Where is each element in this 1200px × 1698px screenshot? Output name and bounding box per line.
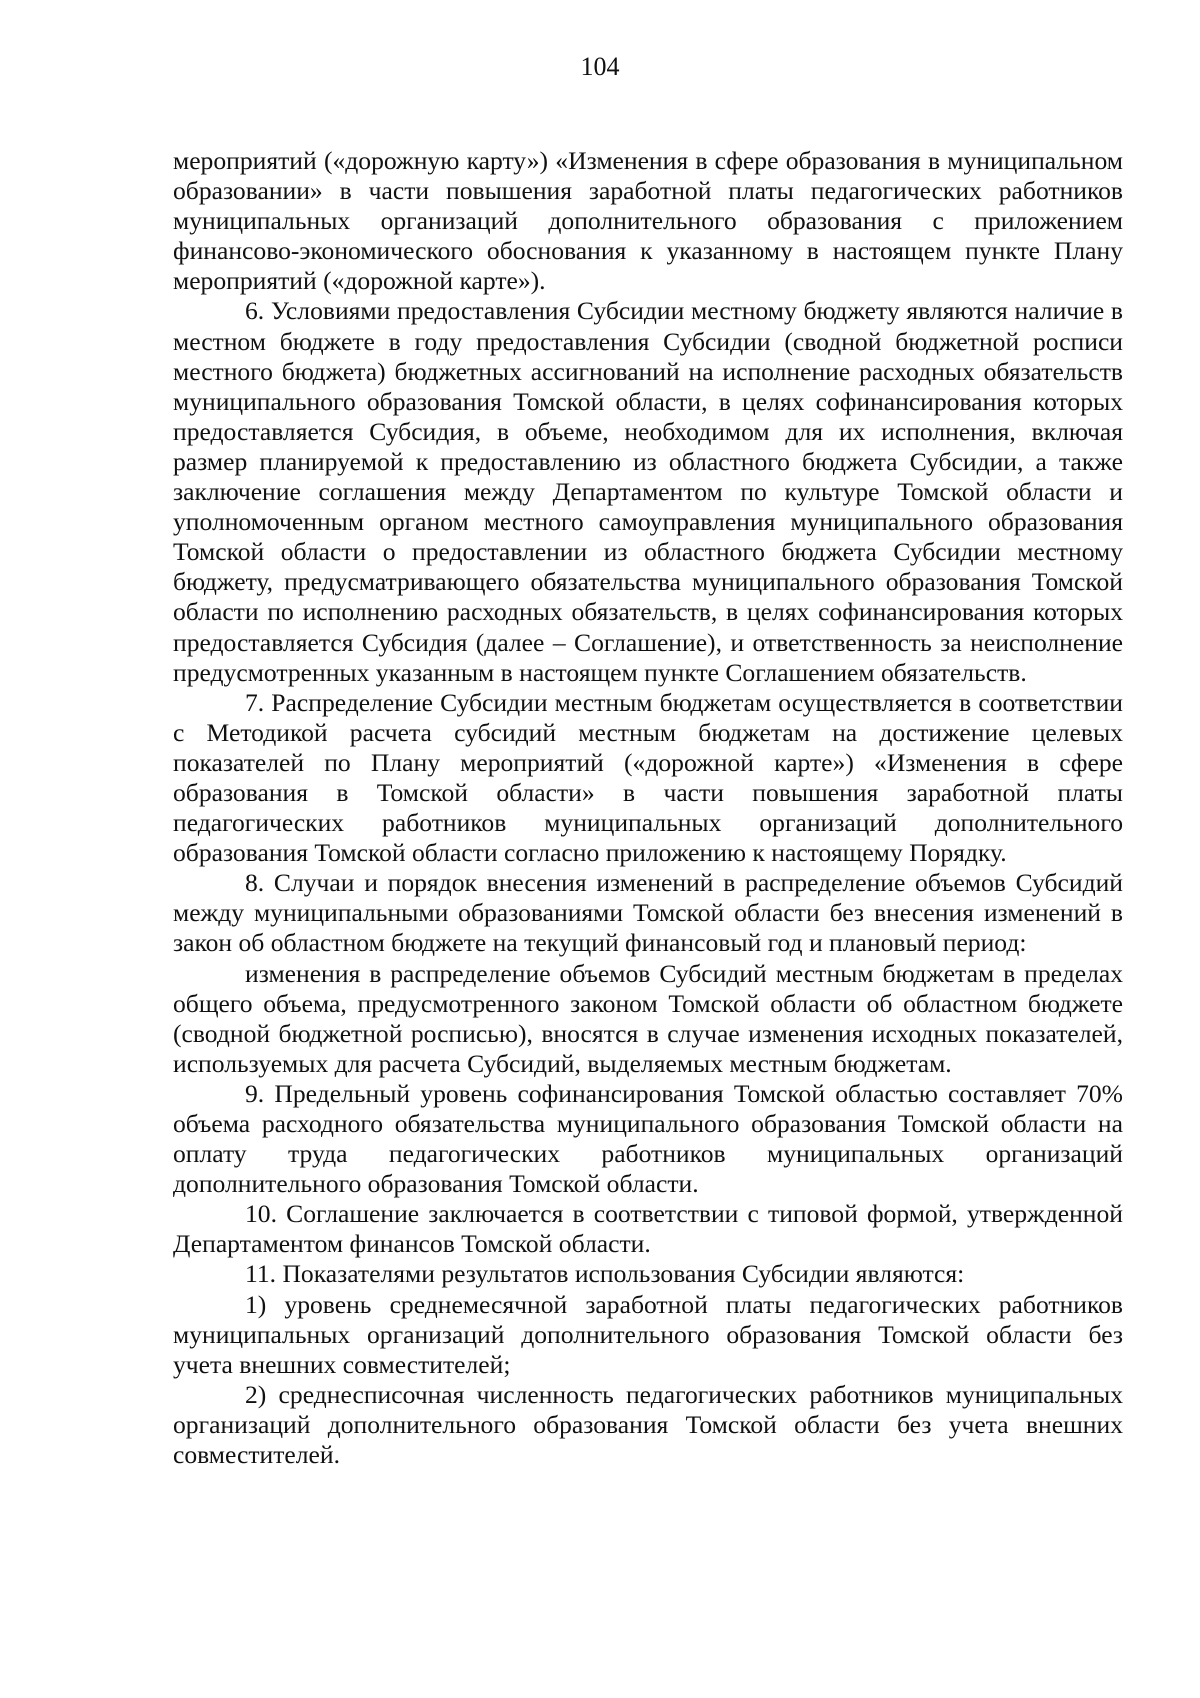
paragraph-item-11-point-2: 2) среднесписочная численность педагогических работников муниципальных организаций дополнительного образования Томской области без учета внешних совместителей.	[173, 1379, 1123, 1470]
paragraph-item-8-detail: изменения в распределение объемов Субсидий местным бюджетам в пределах общего объема, предусмотренного законом Томской области об областном бюджете (сводной бюджетной росписью), вносятся в случае изменения исходных показателей, используемых для расчета Субсидий, выделяемых местным бюджетам.	[173, 958, 1123, 1078]
document-body	[173, 146, 1123, 1470]
paragraph-item-11: 11. Показателями результатов использования Субсидии являются:	[245, 1259, 965, 1289]
paragraph-item-7: 7. Распределение Субсидии местным бюджетам осуществляется в соответствии с Методикой расчета субсидий местным бюджетам на достижение целевых показателей по Плану мероприятий («дорожной карте») «Изменения в сфере образования в Томской области» в части повышения заработной платы педагогических работников муниципальных организаций дополнительного образования Томской области согласно приложению к настоящему Порядку.	[173, 687, 1123, 868]
paragraph-item-10: 10. Соглашение заключается в соответствии с типовой формой, утвержденной Департаментом финансов Томской области.	[173, 1199, 1123, 1259]
page-number: 104	[580, 52, 620, 81]
paragraph-item-11-point-1: 1) уровень среднемесячной заработной платы педагогических работников муниципальных организаций дополнительного образования Томской области без учета внешних совместителей;	[173, 1289, 1123, 1379]
paragraph-item-8: 8. Случаи и порядок внесения изменений в распределение объемов Субсидий между муниципальными образованиями Томской области без внесения изменений в закон об областном бюджете на текущий финансовый год и плановый период:	[173, 868, 1123, 958]
paragraph-item-9: 9. Предельный уровень софинансирования Томской областью составляет 70% объема расходного обязательства муниципального образования Томской области на оплату труда педагогических работников муниципальных организаций дополнительного образования Томской области.	[173, 1078, 1123, 1199]
paragraph-item-6: 6. Условиями предоставления Субсидии местному бюджету являются наличие в местном бюджете в году предоставления Субсидии (сводной бюджетной росписи местного бюджета) бюджетных ассигнований на исполнение расходных обязательств муниципального образования Томской области, в целях софинансирования которых предоставляется Субсидия, в объеме, необходимом для их исполнения, включая размер планируемой к предоставлению из областного бюджета Субсидии, а также заключение соглашения между Департаментом по культуре Томской области и уполномоченным органом местного самоуправления муниципального образования Томской области о предоставлении из областного бюджета Субсидии местному бюджету, предусматривающего обязательства муниципального образования Томской области по исполнению расходных обязательств, в целях софинансирования которых предоставляется Субсидия (далее – Соглашение), и ответственность за неисполнение предусмотренных указанным в настоящем пункте Соглашением обязательств.	[173, 296, 1123, 687]
paragraph-roadmap-continuation: мероприятий («дорожную карту») «Изменения в сфере образования в муниципальном образовании» в части повышения заработной платы педагогических работников муниципальных организаций дополнительного образования с приложением финансово-экономического обоснования к указанному в настоящем пункте Плану мероприятий («дорожной карте»).	[173, 146, 1123, 296]
